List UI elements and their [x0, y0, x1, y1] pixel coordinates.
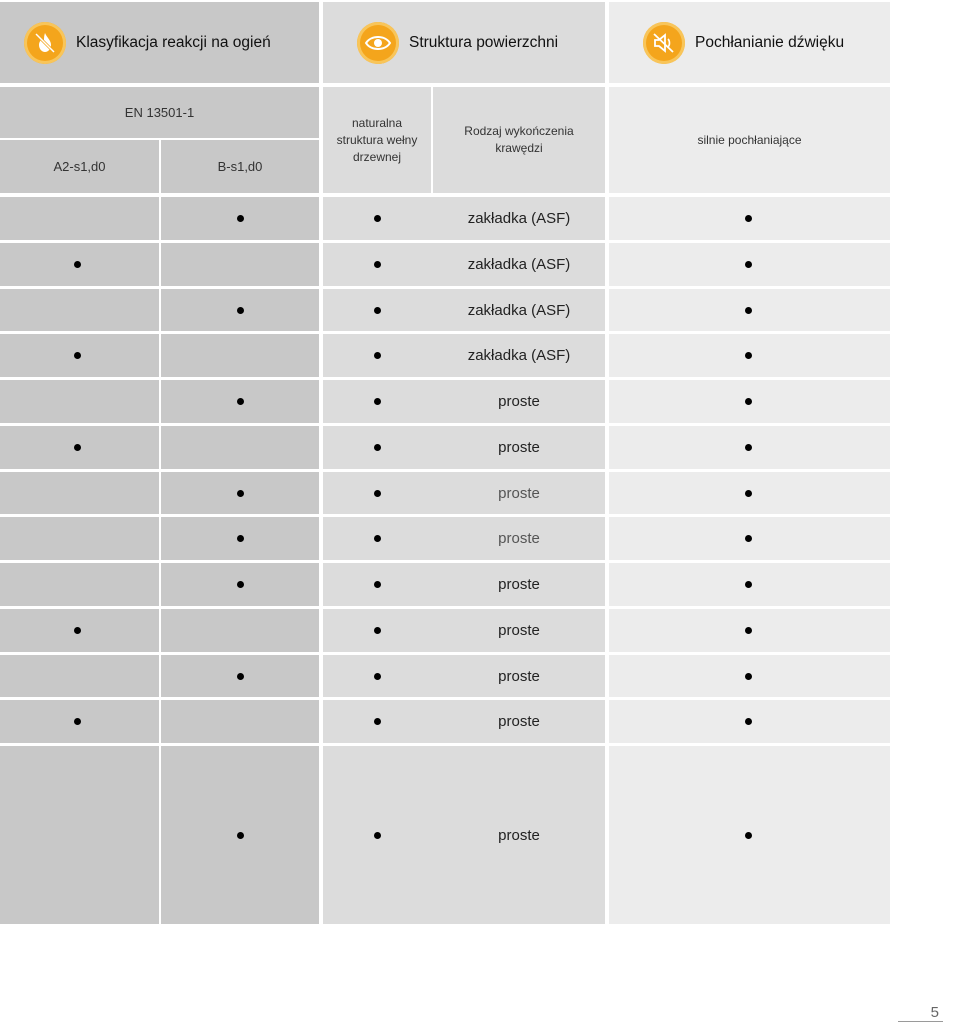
cell-b — [161, 746, 319, 924]
cell-natural — [323, 563, 605, 606]
cell-b — [161, 380, 319, 423]
cell-natural — [323, 472, 605, 514]
check-dot — [745, 261, 752, 268]
cell-a2 — [0, 243, 159, 286]
check-dot — [745, 444, 752, 451]
cell-a2 — [0, 472, 159, 514]
cell-natural — [323, 197, 605, 240]
cell-absorb — [609, 472, 890, 514]
check-dot — [374, 832, 381, 839]
cell-a2 — [0, 563, 159, 606]
cell-absorb — [609, 334, 890, 377]
cell-natural — [323, 334, 605, 377]
muted-speaker-icon — [643, 22, 685, 64]
crossed-fire-icon — [24, 22, 66, 64]
cell-b — [161, 243, 319, 286]
check-dot — [237, 490, 244, 497]
header-fire-classification — [0, 2, 319, 83]
check-dot — [745, 535, 752, 542]
check-dot — [374, 307, 381, 314]
cell-natural — [323, 380, 605, 423]
check-dot — [74, 444, 81, 451]
check-dot — [74, 352, 81, 359]
cell-natural — [323, 655, 605, 697]
absorption-label: silnie pochłaniające — [609, 87, 890, 193]
check-dot — [374, 581, 381, 588]
cell-a2 — [0, 380, 159, 423]
class-a2-label: A2-s1,d0 — [0, 140, 159, 193]
check-dot — [74, 627, 81, 634]
check-dot — [237, 307, 244, 314]
check-dot — [237, 832, 244, 839]
edge-finish-label: Rodzaj wykończenia krawędzi — [433, 87, 605, 193]
standard-label: EN 13501-1 — [0, 87, 319, 138]
edge-finish-value: zakładka (ASF) — [467, 210, 571, 227]
cell-a2 — [0, 334, 159, 377]
cell-absorb — [609, 655, 890, 697]
header-sound-label: Pochłanianie dźwięku — [695, 33, 845, 51]
cell-natural — [323, 289, 605, 331]
check-dot — [374, 535, 381, 542]
check-dot — [745, 215, 752, 222]
edge-finish-value: zakładka (ASF) — [467, 256, 571, 273]
check-dot — [74, 261, 81, 268]
eye-icon — [357, 22, 399, 64]
edge-finish-value: proste — [498, 622, 540, 639]
cell-absorb — [609, 700, 890, 743]
check-dot — [374, 352, 381, 359]
cell-a2 — [0, 517, 159, 560]
cell-b — [161, 197, 319, 240]
check-dot — [74, 718, 81, 725]
cell-a2 — [0, 289, 159, 331]
cell-absorb — [609, 563, 890, 606]
cell-a2 — [0, 197, 159, 240]
check-dot — [374, 490, 381, 497]
header-sound-absorption — [609, 2, 890, 83]
cell-absorb — [609, 746, 890, 924]
edge-finish-value: zakładka (ASF) — [467, 347, 571, 364]
cell-b — [161, 655, 319, 697]
class-b-label: B-s1,d0 — [161, 140, 319, 193]
check-dot — [745, 673, 752, 680]
cell-natural — [323, 517, 605, 560]
check-dot — [745, 627, 752, 634]
cell-b — [161, 517, 319, 560]
check-dot — [745, 352, 752, 359]
cell-natural — [323, 700, 605, 743]
cell-b — [161, 334, 319, 377]
edge-finish-value: proste — [498, 530, 540, 547]
cell-absorb — [609, 609, 890, 652]
edge-finish-value: proste — [498, 576, 540, 593]
check-dot — [374, 627, 381, 634]
check-dot — [374, 215, 381, 222]
check-dot — [374, 398, 381, 405]
cell-a2 — [0, 426, 159, 469]
edge-finish-value: proste — [498, 667, 540, 685]
check-dot — [237, 581, 244, 588]
check-dot — [237, 535, 244, 542]
cell-natural — [323, 243, 605, 286]
cell-b — [161, 472, 319, 514]
cell-b — [161, 563, 319, 606]
cell-b — [161, 289, 319, 331]
check-dot — [745, 307, 752, 314]
header-surface-structure — [323, 2, 605, 83]
cell-b — [161, 426, 319, 469]
check-dot — [374, 718, 381, 725]
cell-natural — [323, 746, 605, 924]
cell-b — [161, 609, 319, 652]
natural-structure-label: naturalna struktura wełny drzewnej — [323, 87, 431, 193]
check-dot — [374, 261, 381, 268]
cell-a2 — [0, 655, 159, 697]
cell-a2 — [0, 609, 159, 652]
edge-finish-value: proste — [498, 826, 540, 844]
cell-absorb — [609, 289, 890, 331]
check-dot — [237, 398, 244, 405]
page-number: 5 — [898, 1004, 943, 1022]
check-dot — [237, 215, 244, 222]
cell-absorb — [609, 517, 890, 560]
check-dot — [374, 673, 381, 680]
header-fire-label: Klasyfikacja reakcji na ogień — [76, 33, 271, 51]
cell-absorb — [609, 426, 890, 469]
edge-finish-value: proste — [498, 713, 540, 730]
edge-finish-value: proste — [498, 439, 540, 456]
cell-a2 — [0, 746, 159, 924]
check-dot — [745, 718, 752, 725]
cell-a2 — [0, 700, 159, 743]
check-dot — [237, 673, 244, 680]
edge-finish-value: proste — [498, 393, 540, 410]
edge-finish-value: zakładka (ASF) — [467, 301, 571, 319]
check-dot — [745, 398, 752, 405]
cell-absorb — [609, 243, 890, 286]
cell-b — [161, 700, 319, 743]
cell-natural — [323, 426, 605, 469]
edge-finish-value: proste — [498, 484, 540, 502]
check-dot — [745, 490, 752, 497]
header-surface-label: Struktura powierzchni — [409, 33, 559, 51]
cell-absorb — [609, 380, 890, 423]
check-dot — [374, 444, 381, 451]
cell-natural — [323, 609, 605, 652]
cell-absorb — [609, 197, 890, 240]
check-dot — [745, 832, 752, 839]
check-dot — [745, 581, 752, 588]
